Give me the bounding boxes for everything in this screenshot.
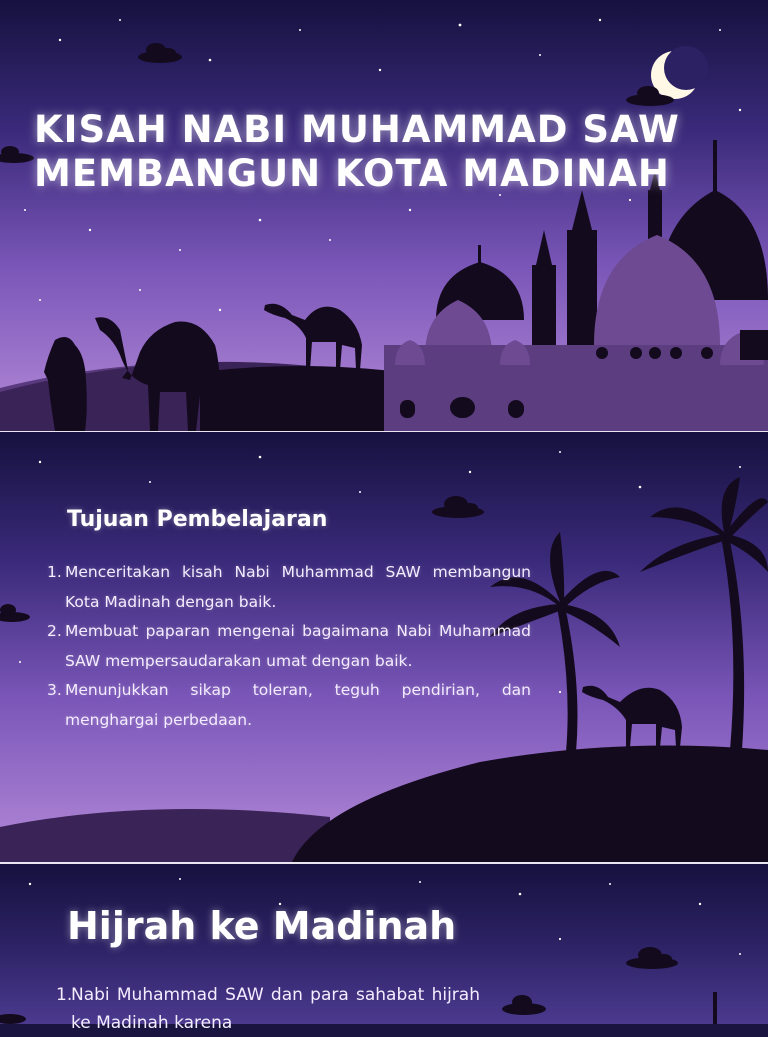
- cover-illustration: [0, 0, 768, 431]
- list-item-number: 1.: [56, 985, 73, 1005]
- list-item-number: 2.: [47, 622, 62, 640]
- hijrah-list: [56, 981, 480, 1037]
- list-item: [56, 981, 480, 1037]
- minaret-spire: [713, 992, 717, 1024]
- list-item-number: 1.: [47, 563, 62, 581]
- list-item-text: Membuat paparan mengenai bagaimana Nabi Muhammad SAW mempersaudarakan umat dengan baik.: [65, 622, 531, 670]
- camel-icon: [582, 686, 682, 747]
- cover-slide: [0, 0, 768, 431]
- list-item-text: Menceritakan kisah Nabi Muhammad SAW membangun Kota Madinah dengan baik.: [65, 563, 531, 611]
- objectives-list: [47, 558, 531, 735]
- objectives-heading: Tujuan Pembelajaran: [67, 507, 328, 532]
- crescent-moon-icon: [651, 46, 708, 99]
- cover-title-line1: KISAH NABI MUHAMMAD SAW: [34, 108, 680, 151]
- list-item-text: Nabi Muhammad SAW dan para sahabat hijrah ke Madinah karena: [71, 985, 480, 1033]
- cover-title-line2: MEMBANGUN KOTA MADINAH: [34, 152, 670, 195]
- hijrah-heading: Hijrah ke Madinah: [67, 904, 457, 948]
- cover-title: [34, 108, 734, 196]
- list-item-text: Menunjukkan sikap toleran, teguh pendirian, dan menghargai perbedaan.: [65, 681, 531, 729]
- list-item: [47, 676, 531, 735]
- list-item-number: 3.: [47, 681, 62, 699]
- list-item: [47, 558, 531, 617]
- list-item: [47, 617, 531, 676]
